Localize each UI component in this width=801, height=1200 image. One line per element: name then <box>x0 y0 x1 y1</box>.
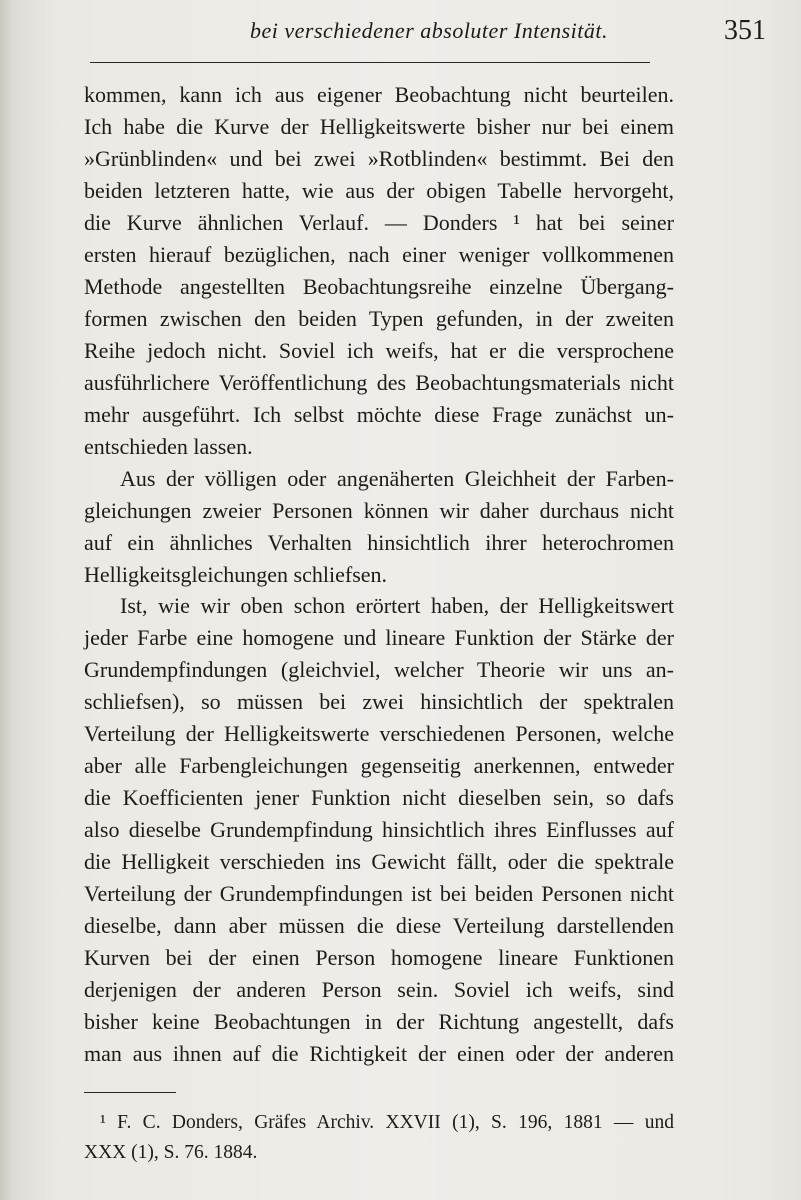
page-header <box>0 15 801 58</box>
text-line: Reihe jedoch nicht. Soviel ich weifs, hat er die versprochene <box>84 337 674 363</box>
text-line: »Grünblinden« und bei zwei »Rotblinden« bestimmt. Bei den <box>84 145 674 171</box>
footnote-line: XXX (1), S. 76. 1884. <box>84 1142 258 1163</box>
text-line: beiden letzteren hatte, wie aus der obigen Tabelle hervorgeht, <box>84 177 674 203</box>
text-line: Ist, wie wir oben schon erörtert haben, der Helligkeitswert <box>120 593 674 619</box>
text-line: Methode angestellten Beobachtungsreihe einzelne Übergang- <box>84 273 674 299</box>
text-line: die Kurve ähnlichen Verlauf. — Donders ¹ hat bei seiner <box>84 209 674 235</box>
text-line: Ich habe die Kurve der Helligkeitswerte bisher nur bei einem <box>84 113 674 139</box>
text-line: also dieselbe Grundempfindung hinsichtlich ihres Einflusses auf <box>84 817 674 843</box>
footnote-line: ¹ F. C. Donders, Gräfes Archiv. XXVII (1), S. 196, 1881 — und <box>100 1112 674 1133</box>
text-line: jeder Farbe eine homogene und lineare Funktion der Stärke der <box>84 625 674 651</box>
text-line: formen zwischen den beiden Typen gefunden, in der zweiten <box>84 305 674 331</box>
running-head: bei verschiedener absoluter Intensität. <box>250 18 608 43</box>
text-line: Verteilung der Grundempfindungen ist bei beiden Personen nicht <box>84 881 674 907</box>
text-line: dieselbe, dann aber müssen die diese Verteilung darstellenden <box>84 913 674 939</box>
text-line: mehr ausgeführt. Ich selbst möchte diese Frage zunächst un- <box>84 401 674 427</box>
header-rule <box>90 62 650 63</box>
text-line: schliefsen), so müssen bei zwei hinsichtlich der spektralen <box>84 689 674 715</box>
text-line: entschieden lassen. <box>84 433 253 459</box>
text-line: Grundempfindungen (gleichviel, welcher Theorie wir uns an- <box>84 657 674 683</box>
text-line: Helligkeitsgleichungen schliefsen. <box>84 561 388 587</box>
text-line: Verteilung der Helligkeitswerte verschiedenen Personen, welche <box>84 721 674 747</box>
text-line: Aus der völligen oder angenäherten Gleichheit der Farben- <box>120 465 674 491</box>
text-line: ersten hierauf bezüglichen, nach einer weniger vollkommenen <box>84 241 674 267</box>
text-line: die Koefficienten jener Funktion nicht dieselben sein, so dafs <box>84 785 674 811</box>
footnote-rule <box>84 1092 176 1093</box>
text-line: gleichungen zweier Personen können wir daher durchaus nicht <box>84 497 674 523</box>
text-line: aber alle Farbengleichungen gegenseitig anerkennen, entweder <box>84 753 674 779</box>
text-line: die Helligkeit verschieden ins Gewicht fällt, oder die spektrale <box>84 849 674 875</box>
text-line: Kurven bei der einen Person homogene lineare Funktionen <box>84 945 674 971</box>
text-line: man aus ihnen auf die Richtigkeit der einen oder der anderen <box>84 1041 674 1067</box>
text-line: kommen, kann ich aus eigener Beobachtung nicht beurteilen. <box>84 82 674 107</box>
text-line: ausführlichere Veröffentlichung des Beobachtungsmaterials nicht <box>84 369 674 395</box>
text-line: derjenigen der anderen Person sein. Soviel ich weifs, sind <box>84 977 674 1003</box>
text-line: bisher keine Beobachtungen in der Richtung angestellt, dafs <box>84 1009 674 1035</box>
text-line: auf ein ähnliches Verhalten hinsichtlich ihrer heterochromen <box>84 529 674 555</box>
page-number: 351 <box>724 15 766 46</box>
